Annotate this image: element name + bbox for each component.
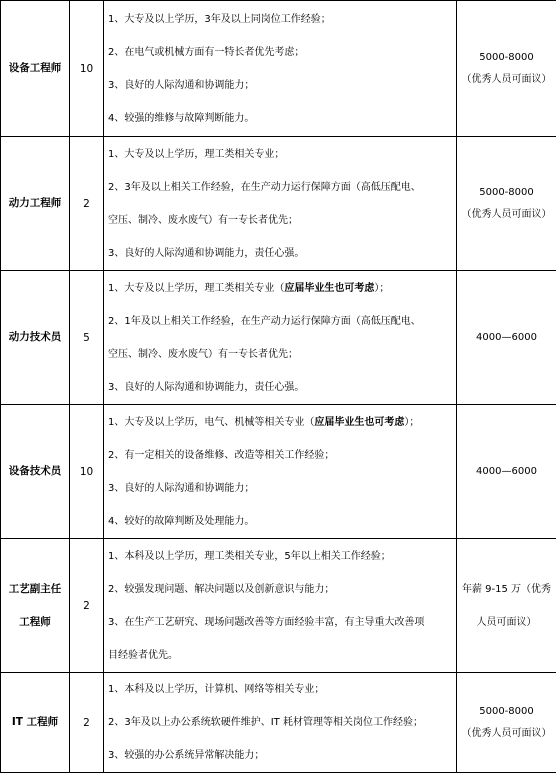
requirement-line: 3、在生产工艺研究、现场问题改善等方面经验丰富，有主导重大改善项: [108, 616, 425, 628]
salary-cell: [457, 539, 556, 673]
position-name: 动力技术员: [8, 331, 62, 343]
graduate-note: 应届毕业生也可考虑: [284, 282, 375, 294]
position-name: 设备工程师: [8, 62, 62, 74]
headcount-cell: [70, 405, 104, 539]
requirements-cell: [104, 539, 457, 673]
position-name-line: 工程师: [19, 615, 51, 628]
headcount: 5: [83, 331, 90, 344]
requirements-cell: [104, 137, 457, 271]
salary-cell: [457, 271, 556, 405]
requirement-line: 3、良好的人际沟通和协调能力；: [108, 79, 255, 91]
requirement-line: 1、本科及以上学历，计算机、网络等相关专业；: [108, 684, 325, 695]
requirement-line: 3、较强的办公系统异常解决能力；: [108, 750, 265, 761]
position-cell: [1, 673, 70, 773]
requirement-line: 4、较好的故障判断及处理能力。: [108, 515, 255, 527]
headcount: 10: [79, 62, 94, 75]
headcount: 10: [79, 465, 94, 478]
graduate-note: 应届毕业生也可考虑: [314, 416, 405, 428]
headcount: 2: [83, 197, 90, 210]
requirement-line: 3、良好的人际沟通和协调能力，责任心强。: [108, 381, 305, 393]
salary-cell: [457, 1, 556, 137]
position-cell: [1, 539, 70, 673]
salary-range: 4000—6000: [476, 331, 537, 343]
requirement-text: 1、大专及以上学历，电气、机械等相关专业（: [108, 416, 315, 428]
requirement-text: 1、大专及以上学历，理工类相关专业（: [108, 282, 285, 294]
table-row: [1, 137, 556, 271]
headcount-cell: [70, 271, 104, 405]
salary-range: 5000-8000: [479, 705, 534, 717]
headcount: 2: [83, 599, 90, 612]
requirements-cell: [104, 1, 457, 137]
requirement-line: 2、有一定相关的设备维修、改造等相关工作经验；: [108, 449, 335, 461]
headcount-cell: [70, 137, 104, 271]
requirement-line: 2、1年及以上相关工作经验，在生产动力运行保障方面（高低压配电、: [108, 315, 421, 327]
table-row: [1, 271, 556, 405]
salary-range: 5000-8000: [479, 51, 534, 63]
requirement-line: 空压、制冷、废水废气）有一专长者优先；: [108, 348, 298, 360]
headcount: 2: [83, 716, 90, 729]
salary-cell: [457, 137, 556, 271]
requirement-line: 3、良好的人际沟通和协调能力；: [108, 482, 255, 494]
requirement-line: 目经验者优先。: [108, 649, 178, 661]
salary-note: （优秀人员可面议）: [461, 208, 552, 220]
salary-range: 年薪 9-15 万（优秀: [461, 583, 552, 595]
position-cell: [1, 405, 70, 539]
requirement-text: ）；: [374, 282, 390, 294]
salary-note: （优秀人员可面议）: [461, 727, 552, 739]
requirement-line: 2、较强发现问题、解决问题以及创新意识与能力；: [108, 583, 335, 595]
position-cell: [1, 271, 70, 405]
requirement-line: 1、本科及以上学历，理工类相关专业，5年以上相关工作经验；: [108, 550, 391, 562]
requirements-cell: [104, 673, 457, 773]
salary-cell: [457, 673, 556, 773]
requirement-line: 2、在电气或机械方面有一特长者优先考虑；: [108, 46, 305, 58]
requirement-line: 1、大专及以上学历，理工类相关专业；: [108, 148, 285, 160]
table-row: [1, 539, 556, 673]
requirement-text: ）；: [404, 416, 420, 428]
position-name: 设备技术员: [8, 465, 62, 477]
headcount-cell: [70, 539, 104, 673]
position-name: IT 工程师: [11, 716, 59, 728]
salary-range: 5000-8000: [479, 186, 534, 198]
requirement-line: [108, 406, 454, 439]
salary-range: 4000—6000: [476, 465, 537, 477]
salary-note: 人员可面议）: [476, 616, 537, 628]
table-row: [1, 673, 556, 773]
requirement-line: 2、3年及以上相关工作经验，在生产动力运行保障方面（高低压配电、: [108, 181, 421, 193]
position-name-line: 工艺副主任: [8, 582, 62, 595]
position-cell: [1, 1, 70, 137]
requirement-line: 3、良好的人际沟通和协调能力，责任心强。: [108, 247, 305, 259]
position-name: 动力工程师: [8, 197, 62, 209]
requirement-line: 1、大专及以上学历，3年及以上同岗位工作经验；: [108, 13, 331, 25]
requirement-line: 空压、制冷、废水废气）有一专长者优先；: [108, 214, 298, 226]
table-row: [1, 1, 556, 137]
requirement-line: 4、较强的维修与故障判断能力。: [108, 112, 255, 124]
position-cell: [1, 137, 70, 271]
headcount-cell: [70, 673, 104, 773]
requirement-line: [108, 272, 454, 305]
salary-cell: [457, 405, 556, 539]
table-row: [1, 405, 556, 539]
requirement-line: 2、3年及以上办公系统软硬件维护、IT 耗材管理等相关岗位工作经验；: [108, 717, 423, 728]
headcount-cell: [70, 1, 104, 137]
requirements-cell: [104, 271, 457, 405]
salary-note: （优秀人员可面议）: [461, 73, 552, 85]
requirements-cell: [104, 405, 457, 539]
